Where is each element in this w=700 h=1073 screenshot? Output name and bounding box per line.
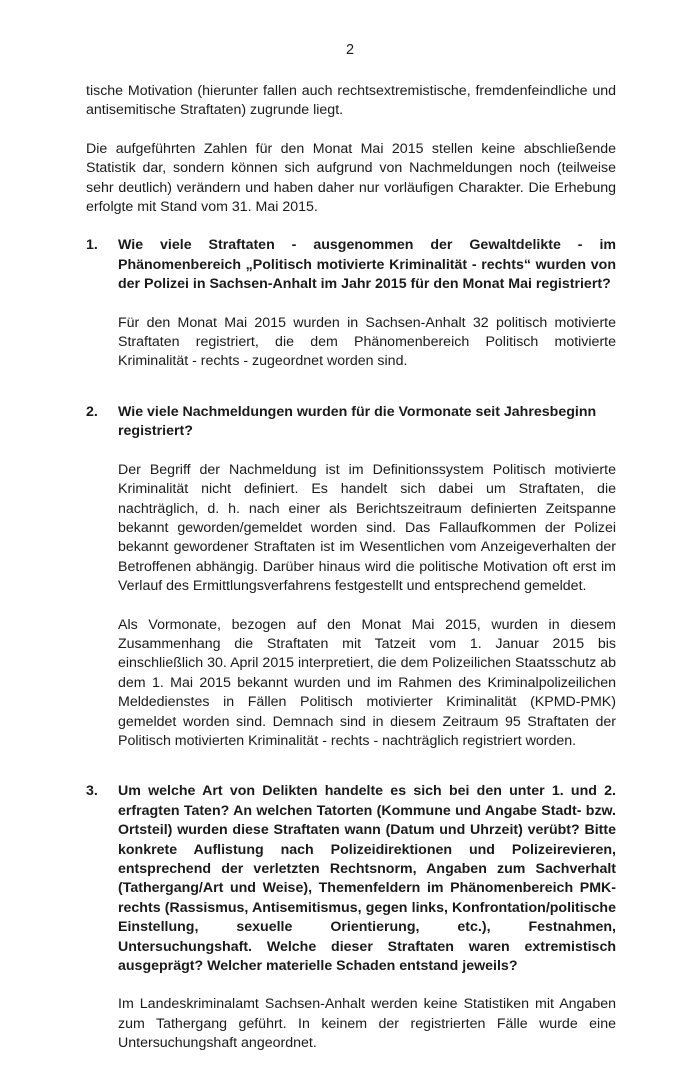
page-content: [86, 82, 616, 1073]
answer-paragraph: Für den Monat Mai 2015 wurden in Sachsen-Anhalt 32 politisch motivierte Straftaten registriert, die dem Phänomenbereich Politisch motivierte Kriminalität - rechts - zugeordnet worden sind.: [118, 314, 616, 370]
answer-section: [118, 461, 616, 752]
intro-paragraph: tische Motivation (hierunter fallen auch rechtsextremistische, fremdenfeindliche und antisemitische Straftaten) zugrunde liegt.: [86, 83, 616, 119]
page-number: 2: [345, 42, 355, 58]
answer-paragraph: Als Vormonate, bezogen auf den Monat Mai 2015, wurden in diesem Zusammenhang die Straftaten mit Tatzeit vom 1. Januar 2015 bis einschließlich 30. April 2015 interpretiert, die dem Polizeilichen Staatsschutz ab dem 1. Mai 2015 bekannt wurden und im Rahmen des Kriminalpolizeilichen Meldedienstes in Fällen Politisch motivierter Kriminalität (KPMD-PMK) gemeldet worden sind. Demnach sind in diesem Zeitraum 95 Straftaten der Politisch motivierten Kriminalität - rechts - nachträglich registriert worden.: [118, 616, 616, 749]
question-text: Wie viele Straftaten - ausgenommen der Gewaltdelikte - im Phänomenbereich „Politisch motivierte Kriminalität - rechts“ wurden von der Polizei in Sachsen-Anhalt im Jahr 2015 für den Monat Mai registriert?: [118, 237, 616, 293]
question-number: 3.: [86, 783, 98, 800]
intro-section: [86, 82, 616, 217]
question-block-1: [86, 236, 616, 390]
question-text: Wie viele Nachmeldungen wurden für die Vormonate seit Jahresbeginn registriert?: [118, 403, 597, 440]
answer-paragraph: Der Begriff der Nachmeldung ist im Definitionssystem Politisch motivierte Kriminalität nicht definiert. Es handelt sich dabei um Straftaten, die nachträglich, d. h. nach einer als Berichtszeitraum definierten Zeitspanne bekannt geworden/gemeldet worden sind. Das Fallaufkommen der Polizei bekannt gewordener Straftaten ist im Wesentlichen vom Anzeigeverhalten der Betroffenen abhängig. Darüber hinaus wird die politische Motivation oft erst im Verlauf des Ermittlungsverfahrens festgestellt und entsprechend gemeldet.: [118, 461, 616, 595]
question-number: 1.: [86, 237, 98, 254]
answer-paragraph: Im Landeskriminalamt Sachsen-Anhalt werden keine Statistiken mit Angaben zum Tathergang geführt. In keinem der registrierten Fälle wurde eine Untersuchungshaft angeordnet.: [118, 996, 616, 1052]
answer-section: [118, 314, 616, 372]
question-number: 2.: [86, 403, 98, 420]
question-text: Um welche Art von Delikten handelte es sich bei den unter 1. und 2. erfragten Taten? An welchen Tatorten (Kommune und Angabe Stadt- bzw. Ortsteil) wurden diese Straftaten wann (Datum und Uhrzeit) verübt? Bitte konkrete Auflistung nach Polizeidirektionen und Polizeirevieren, entsprechend der verletzten Rechtsnorm, Angaben zum Sachverhalt (Tathergang/Art und Weise), Themenfeldern im Phänomenbereich PMK-rechts (Rassismus, Antisemitismus, gegen links, Konfrontation/politische Einstellung, sexuelle Orientierung, etc.), Festnahmen, Untersuchungshaft. Welche dieser Straftaten waren extremistisch ausgeprägt? Welcher materielle Schaden entstand jeweils?: [118, 783, 616, 975]
question-block-2: [86, 403, 616, 771]
answer-section: [118, 995, 616, 1053]
question-block-3: [86, 782, 616, 1072]
intro-paragraph: Die aufgeführten Zahlen für den Monat Mai 2015 stellen keine abschließende Statistik dar, sondern können sich aufgrund von Nachmeldungen noch (teilweise sehr deutlich) verändern und haben daher nur vorläufigen Charakter. Die Erhebung erfolgte mit Stand vom 31. Mai 2015.: [86, 140, 616, 216]
